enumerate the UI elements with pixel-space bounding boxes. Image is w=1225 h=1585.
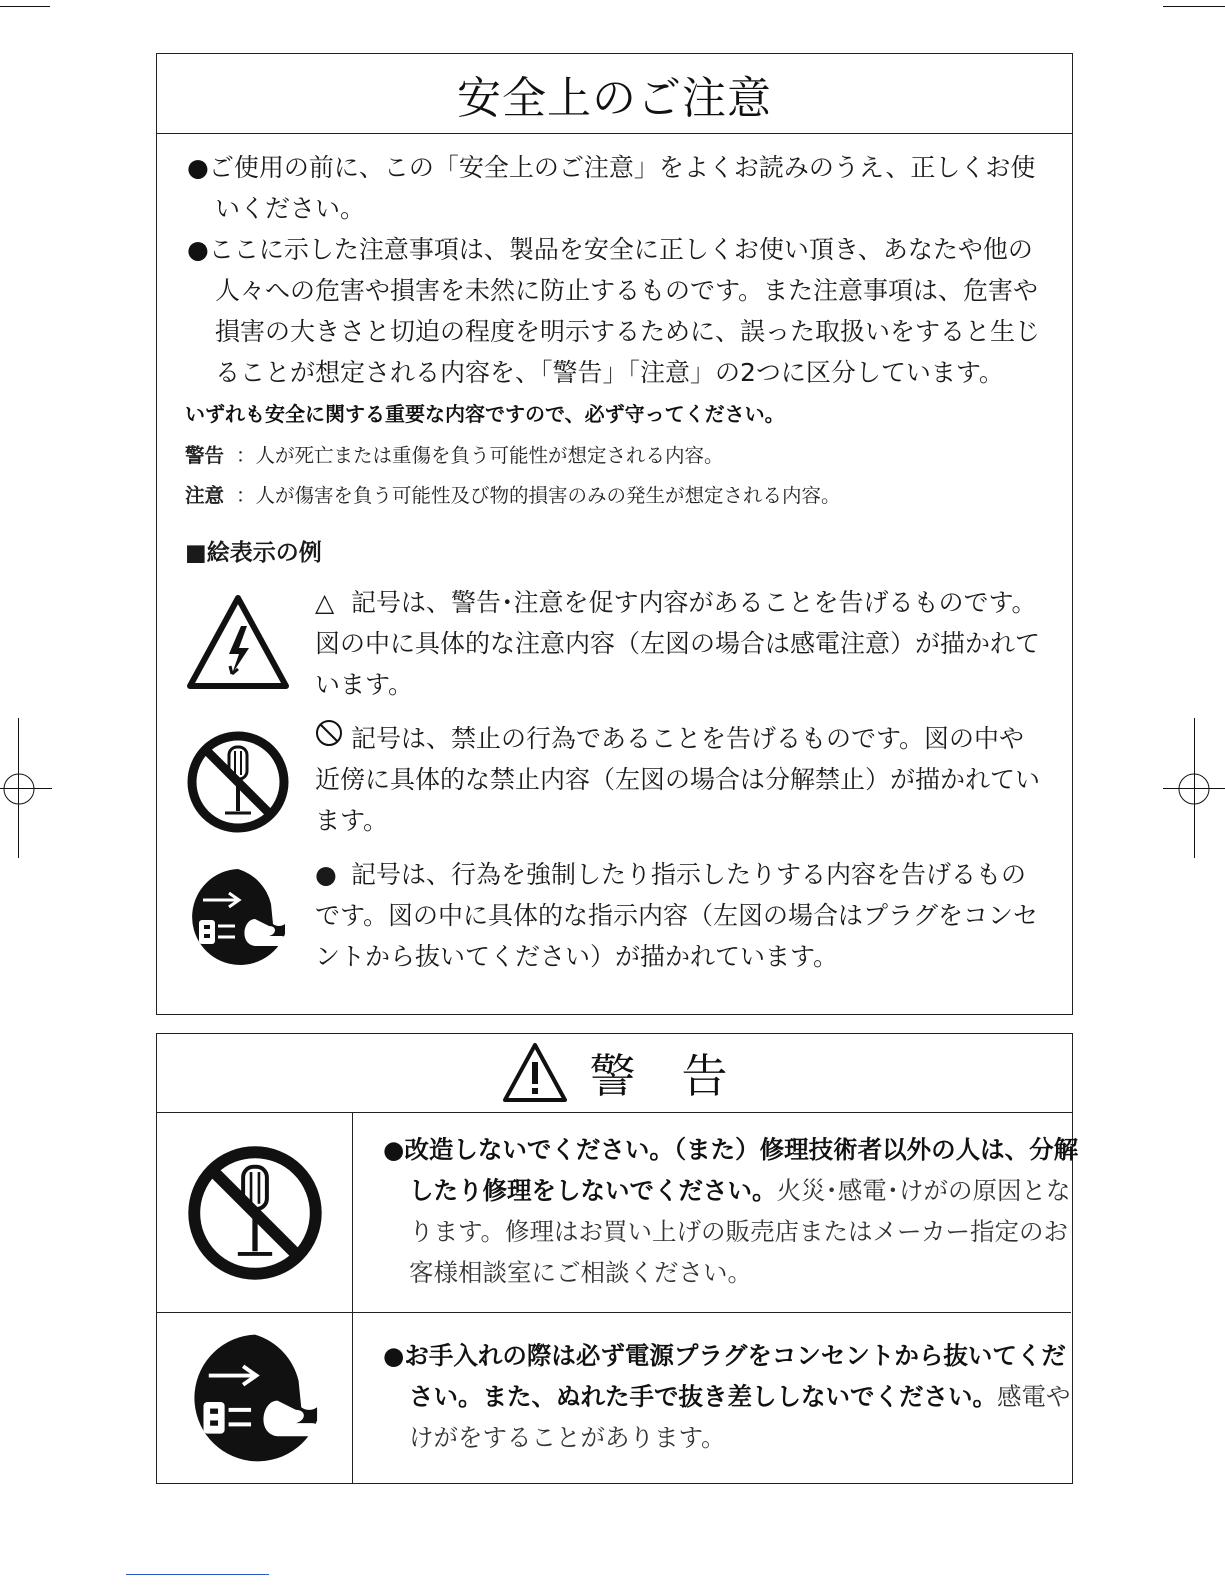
warning-item <box>157 1313 1071 1483</box>
safety-notice-box <box>156 53 1073 1015</box>
warning-title: 警 告 <box>157 1034 1072 1113</box>
warning-text: ●改造しないでください。（また）修理技術者以外の人は、分解したり修理をしないでください。火災･感電･けがの原因となります。修理はお買い上げの販売店またはメーカー指定のお客様相談室にご相談ください。 <box>383 1135 1079 1287</box>
intro-paragraph: ●ここに示した注意事項は、製品を安全に正しくお使い頂き、あなたや他の人々への危害や損害を未然に防止するものです。また注意事項は、危害や損害の大きさと切迫の程度を明示するために、誤った取扱いをすると生じることが想定される内容を、「警告」「注意」の2つに区分しています。 <box>187 235 1041 387</box>
example-description: ● 記号は、行為を強制したり指示したりする内容を告げるものです。図の中に具体的な指示内容（左図の場合はプラグをコンセントから抜いてください）が描かれています。 <box>315 860 1039 971</box>
crop-mark <box>0 6 50 7</box>
warning-text: ●お手入れの際は必ず電源プラグをコンセントから抜いてください。また、ぬれた手で抜き差ししないでください。感電やけがをすることがあります。 <box>383 1341 1071 1452</box>
electric-shock-warning-icon <box>185 592 291 698</box>
warning-box <box>156 1033 1079 1484</box>
icon-cell <box>157 1113 353 1312</box>
unplug-instruction-icon <box>185 864 291 970</box>
example-description: △ 記号は、警告･注意を促す内容があることを告げるものです。図の中に具体的な注意内容（左図の場合は感電注意）が描かれています。 <box>315 588 1041 699</box>
crop-mark <box>1163 6 1225 7</box>
definition-caution: 注意 ：人が傷害を負う可能性及び物的損害のみの発生が想定される内容。 <box>185 484 841 507</box>
footer-rule <box>126 1574 269 1575</box>
intro-paragraph: ●ご使用の前に、この「安全上のご注意」をよくお読みのうえ、正しくお使いください。 <box>187 153 1036 223</box>
definition-warning: 警告 ：人が死亡または重傷を負う可能性が想定される内容。 <box>185 444 724 467</box>
warning-item <box>157 1113 1079 1313</box>
registration-mark-icon <box>1177 772 1211 806</box>
unplug-instruction-icon <box>185 1328 325 1468</box>
registration-mark-icon <box>2 772 36 806</box>
no-disassembly-icon <box>185 1143 325 1283</box>
prohibition-symbol-icon <box>315 718 351 759</box>
warning-triangle-icon <box>502 1042 568 1104</box>
bold-notice: いずれも安全に関する重要な内容ですので、必ず守ってください。 <box>185 402 785 426</box>
no-disassembly-icon <box>185 729 291 835</box>
examples-heading: ■絵表示の例 <box>185 540 322 566</box>
example-description: 記号は、禁止の行為であることを告げるものです。図の中や近傍に具体的な禁止内容（左図の場合は分解禁止）が描かれています。 <box>315 718 1045 841</box>
icon-cell <box>157 1313 353 1483</box>
intro-section <box>187 147 1047 393</box>
page-title: 安全上のご注意 <box>157 54 1072 134</box>
